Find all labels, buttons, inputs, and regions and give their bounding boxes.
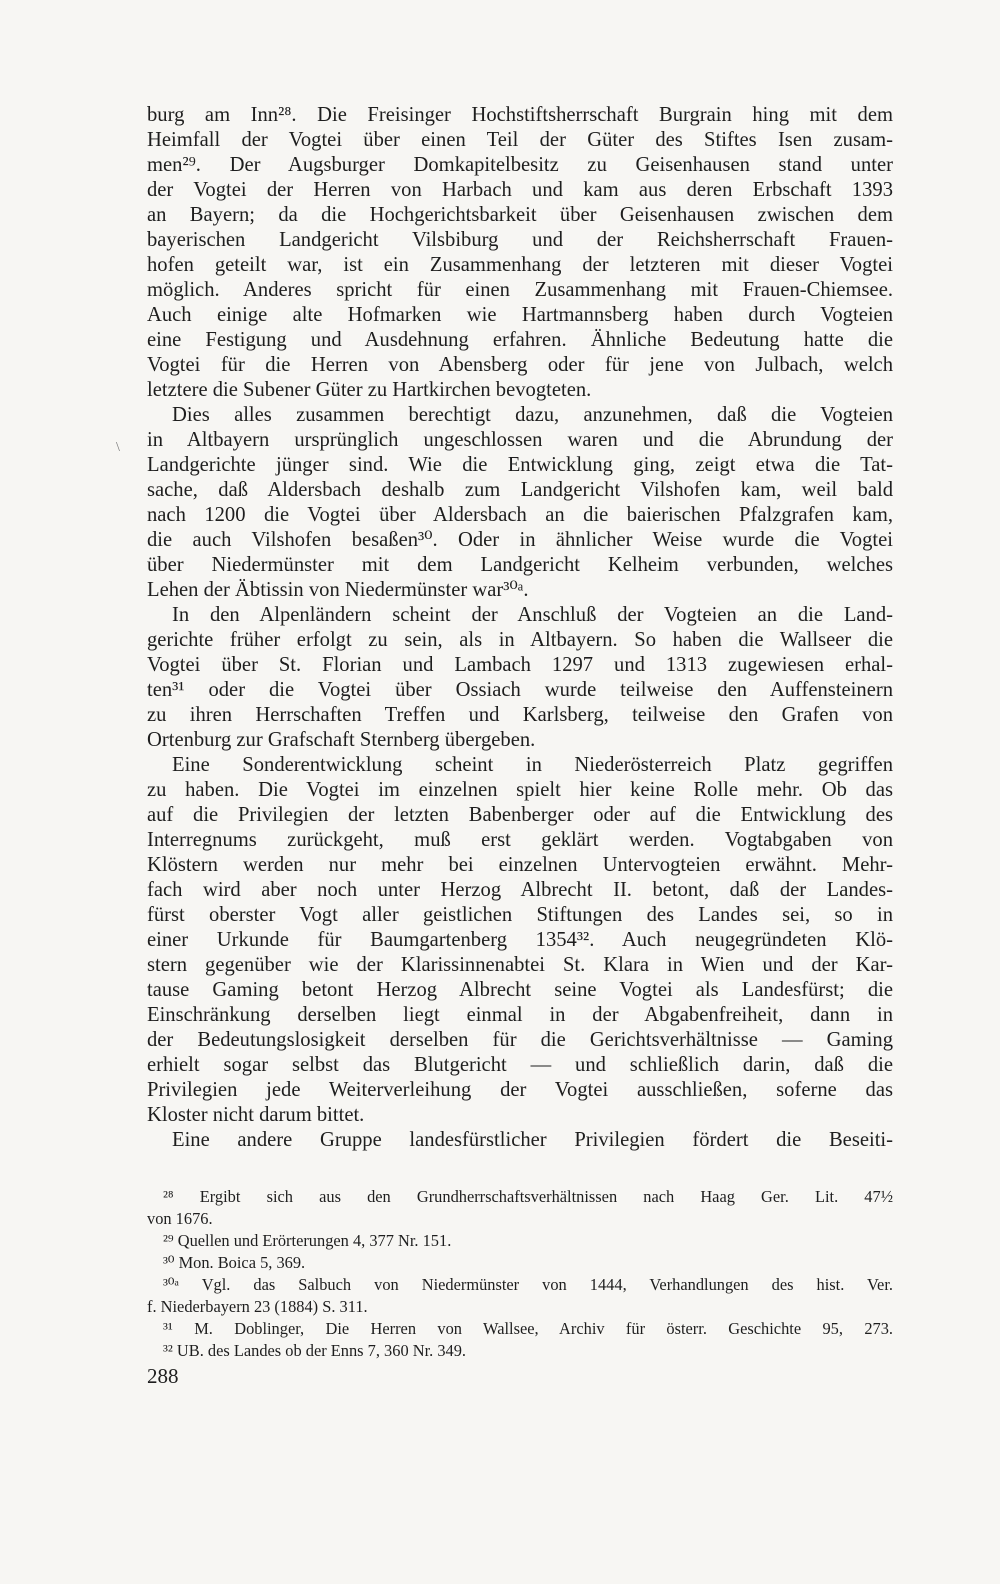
text-line: tause Gaming betont Herzog Albrecht seine Vogtei als Landesfürst; die xyxy=(147,979,893,1001)
text-line: hofen geteilt war, ist ein Zusammenhang der letzteren mit dieser Vogtei xyxy=(147,254,893,276)
text-line: an Bayern; da die Hochgerichtsbarkeit über Geisenhausen zwischen dem xyxy=(147,204,893,226)
text-line: Lehen der Äbtissin von Niedermünster war³⁰ᵃ. xyxy=(147,579,529,601)
text-line: Privilegien jede Weiterverleihung der Vogtei ausschließen, soferne das xyxy=(147,1079,893,1101)
text-line: men²⁹. Der Augsburger Domkapitelbesitz zu Geisenhausen stand unter xyxy=(147,154,893,176)
text-line: Einschränkung derselben liegt einmal in der Abgabenfreiheit, dann in xyxy=(147,1004,893,1026)
text-line: die auch Vilshofen besaßen³⁰. Oder in ähnlicher Weise wurde die Vogtei xyxy=(147,529,893,551)
text-line: zu haben. Die Vogtei im einzelnen spielt hier keine Rolle mehr. Ob das xyxy=(147,779,893,801)
text-line: bayerischen Landgericht Vilsbiburg und der Reichsherrschaft Frauen- xyxy=(147,229,893,251)
text-line: möglich. Anderes spricht für einen Zusammenhang mit Frauen-Chiemsee. xyxy=(147,279,893,301)
text-line: Vogtei über St. Florian und Lambach 1297 und 1313 zugewiesen erhal- xyxy=(147,654,893,676)
text-line: Kloster nicht darum bittet. xyxy=(147,1104,365,1126)
text-line: in Altbayern ursprünglich ungeschlossen waren und die Abrundung der xyxy=(147,429,893,451)
text-line: Eine andere Gruppe landesfürstlicher Privilegien fördert die Beseiti- xyxy=(172,1129,893,1151)
text-line: Heimfall der Vogtei über einen Teil der Güter des Stiftes Isen zusam- xyxy=(147,129,893,151)
footnote-line: ²⁹ Quellen und Erörterungen 4, 377 Nr. 151. xyxy=(163,1231,452,1250)
text-line: gerichte früher erfolgt zu sein, als in Altbayern. So haben die Wallseer die xyxy=(147,629,893,651)
footnote-line: ²⁸ Ergibt sich aus den Grundherrschaftsverhältnissen nach Haag Ger. Lit. 47½ xyxy=(163,1187,893,1206)
text-line: einer Urkunde für Baumgartenberg 1354³². Auch neugegründeten Klö- xyxy=(147,929,893,951)
text-line: auf die Privilegien der letzten Babenberger oder auf die Entwicklung des xyxy=(147,804,893,826)
footnote-line: ³¹ M. Doblinger, Die Herren von Wallsee, Archiv für österr. Geschichte 95, 273. xyxy=(163,1319,893,1338)
text-line: fach wird aber noch unter Herzog Albrecht II. betont, daß der Landes- xyxy=(147,879,893,901)
footnote-line: f. Niederbayern 23 (1884) S. 311. xyxy=(147,1297,368,1316)
text-line: sache, daß Aldersbach deshalb zum Landgericht Vilshofen kam, weil bald xyxy=(147,479,893,501)
text-line: letztere die Subener Güter zu Hartkirchen bevogteten. xyxy=(147,379,592,401)
text-line: In den Alpenländern scheint der Anschluß der Vogteien an die Land- xyxy=(172,604,893,626)
text-line: stern gegenüber wie der Klarissinnenabtei St. Klara in Wien und der Kar- xyxy=(147,954,893,976)
page-number: 288 xyxy=(147,1364,179,1388)
text-line: Interregnums zurückgeht, muß erst geklärt werden. Vogtabgaben von xyxy=(147,829,893,851)
text-line: Landgerichte jünger sind. Wie die Entwicklung ging, zeigt etwa die Tat- xyxy=(147,454,893,476)
text-line: Dies alles zusammen berechtigt dazu, anzunehmen, daß die Vogteien xyxy=(172,404,893,426)
text-line: ten³¹ oder die Vogtei über Ossiach wurde teilweise den Auffensteinern xyxy=(147,679,893,701)
text-line: zu ihren Herrschaften Treffen und Karlsberg, teilweise den Grafen von xyxy=(147,704,893,726)
text-line: Eine Sonderentwicklung scheint in Niederösterreich Platz gegriffen xyxy=(172,754,893,776)
text-line: erhielt sogar selbst das Blutgericht — und schließlich darin, daß die xyxy=(147,1054,893,1076)
text-line: Ortenburg zur Grafschaft Sternberg übergeben. xyxy=(147,729,536,751)
footnote-line: ³⁰ Mon. Boica 5, 369. xyxy=(163,1253,306,1272)
text-line: Vogtei für die Herren von Abensberg oder für jene von Julbach, welch xyxy=(147,354,893,376)
text-line: der Bedeutungslosigkeit derselben für die Gerichtsverhältnisse — Gaming xyxy=(147,1029,893,1051)
text-line: der Vogtei der Herren von Harbach und kam aus deren Erbschaft 1393 xyxy=(147,179,893,201)
text-line: über Niedermünster mit dem Landgericht Kelheim verbunden, welches xyxy=(147,554,893,576)
main-text xyxy=(147,103,893,1153)
text-line: burg am Inn²⁸. Die Freisinger Hochstiftsherrschaft Burgrain hing mit dem xyxy=(147,104,893,126)
footnote-line: ³² UB. des Landes ob der Enns 7, 360 Nr. 349. xyxy=(163,1341,467,1360)
footnote-line: von 1676. xyxy=(147,1209,213,1228)
margin-mark: \ xyxy=(116,440,120,455)
footnotes xyxy=(147,1186,893,1362)
text-line: eine Festigung und Ausdehnung erfahren. Ähnliche Bedeutung hatte die xyxy=(147,329,893,351)
text-line: Auch einige alte Hofmarken wie Hartmannsberg haben durch Vogteien xyxy=(147,304,893,326)
text-line: Klöstern werden nur mehr bei einzelnen Untervogteien erwähnt. Mehr- xyxy=(147,854,893,876)
footnote-line: ³⁰ᵃ Vgl. das Salbuch von Niedermünster von 1444, Verhandlungen des hist. Ver. xyxy=(163,1275,893,1294)
text-line: nach 1200 die Vogtei über Aldersbach an die baierischen Pfalzgrafen kam, xyxy=(147,504,893,526)
text-line: fürst oberster Vogt aller geistlichen Stiftungen des Landes sei, so in xyxy=(147,904,893,926)
